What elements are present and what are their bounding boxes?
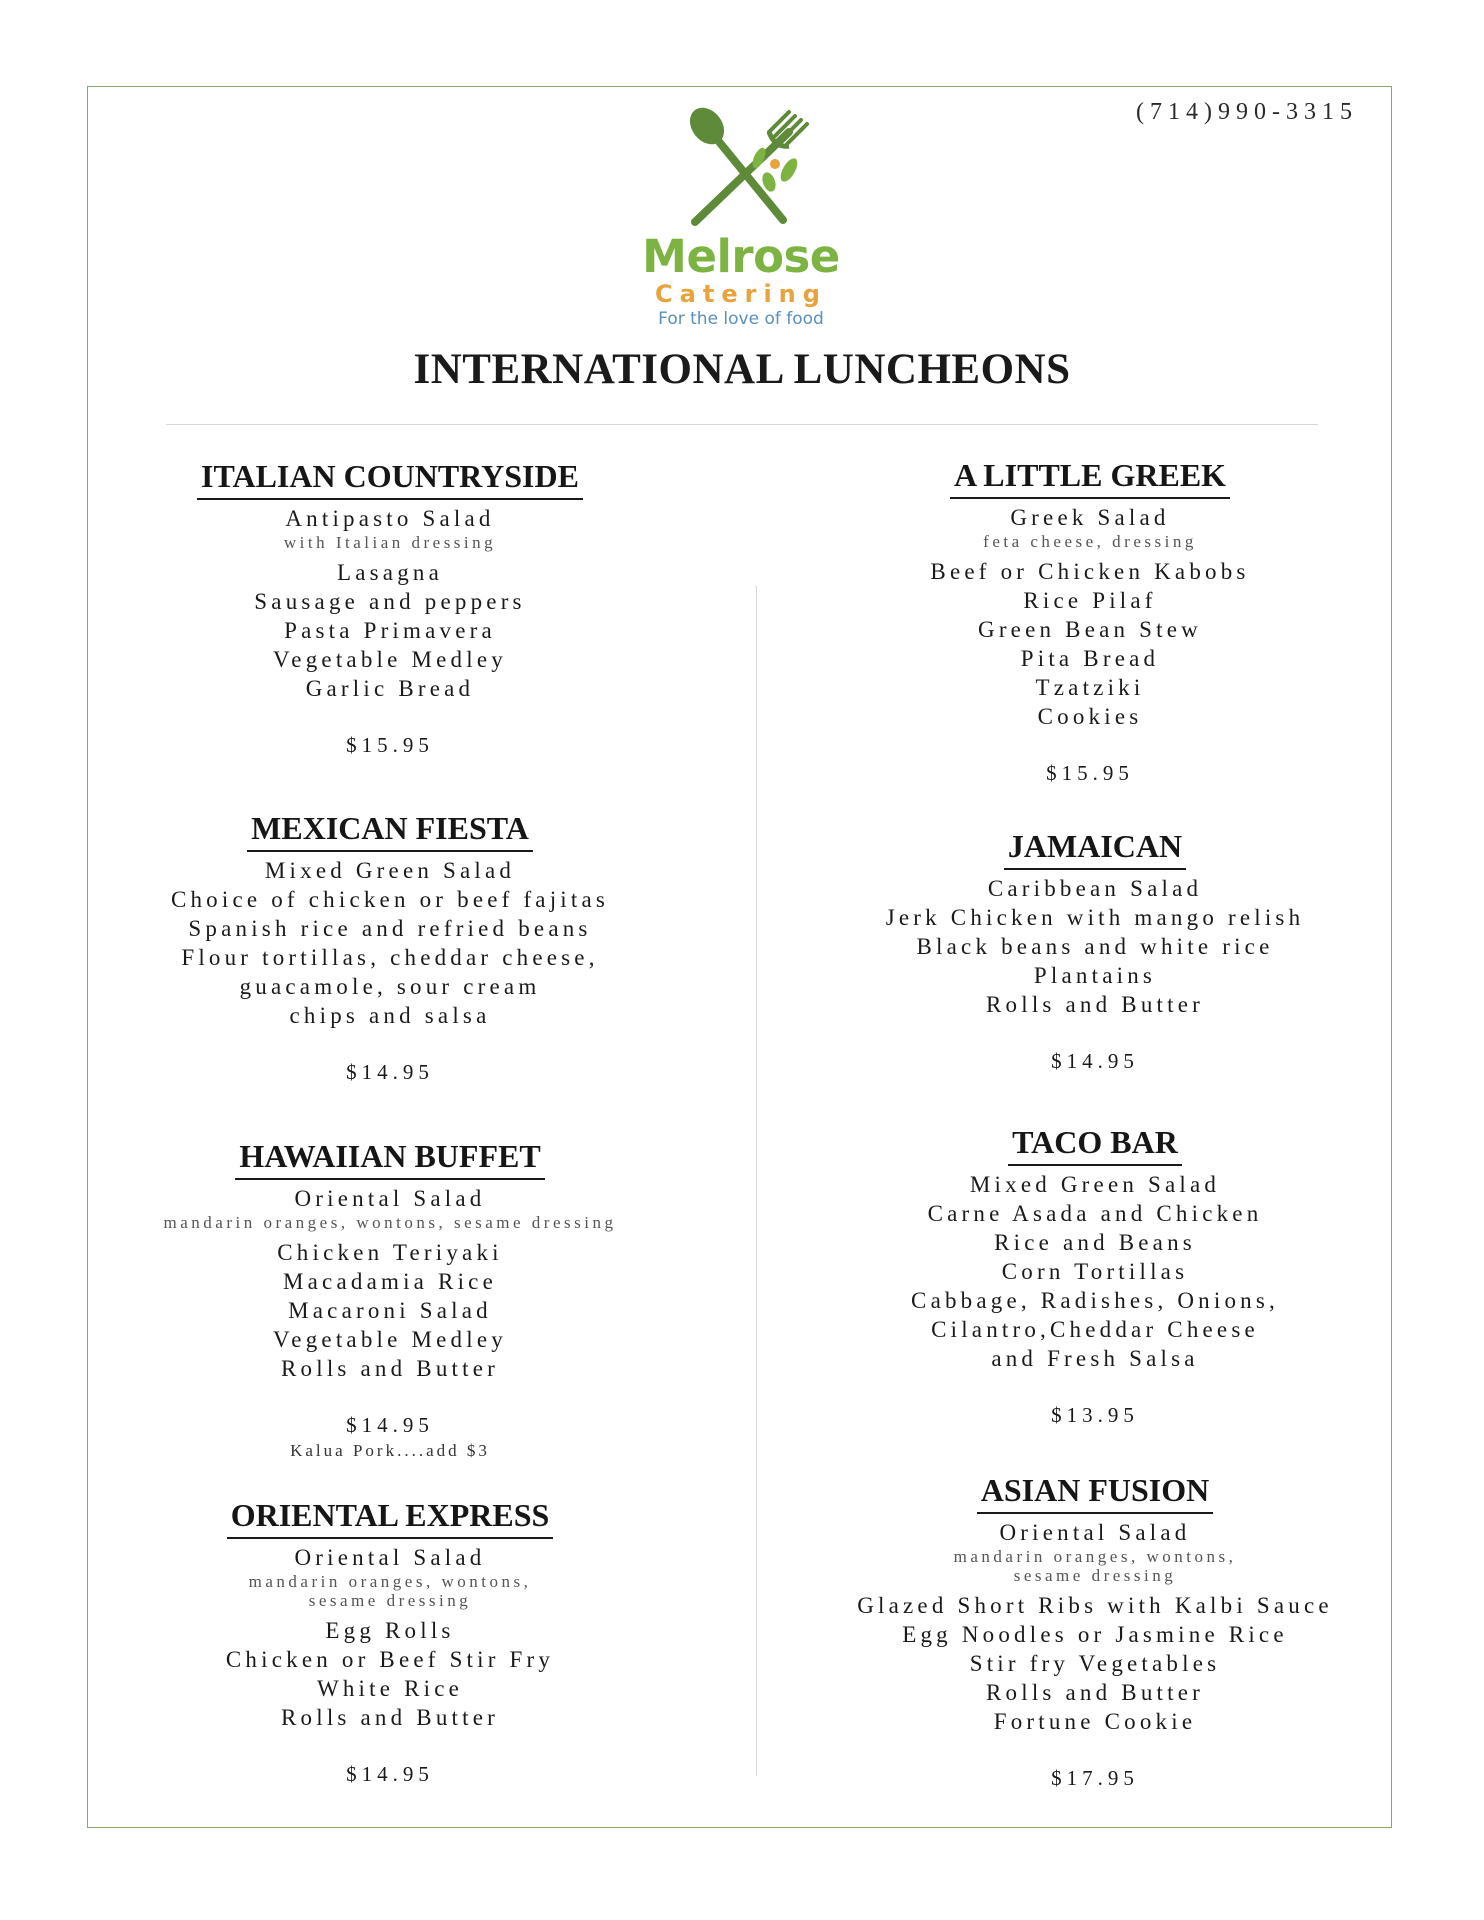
menu-item: Choice of chicken or beef fajitas <box>170 887 610 912</box>
section-title: MEXICAN FIESTA <box>247 809 533 852</box>
salad-note: sesame dressing <box>308 1591 472 1610</box>
section-taco-bar <box>830 1123 1360 1429</box>
column-divider <box>756 586 757 1776</box>
salad-name: Oriental Salad <box>294 1186 486 1211</box>
menu-item: Sausage and peppers <box>254 589 526 614</box>
salad-note: mandarin oranges, wontons, sesame dressing <box>163 1213 617 1232</box>
menu-item: Green Bean Stew <box>978 617 1202 642</box>
section-asian-fusion <box>825 1471 1365 1792</box>
salad-note: feta cheese, dressing <box>983 532 1197 551</box>
menu-item: Chicken or Beef Stir Fry <box>225 1647 555 1672</box>
salad-name: Antipasto Salad <box>285 506 495 531</box>
price: $14.95 <box>346 1413 434 1437</box>
section-title: HAWAIIAN BUFFET <box>235 1137 544 1180</box>
logo-name: Melrose <box>642 230 840 283</box>
section-title: JAMAICAN <box>1004 827 1186 870</box>
menu-item: Pita Bread <box>1020 646 1160 671</box>
menu-item: Cookies <box>1037 704 1143 729</box>
menu-item: Mixed Green Salad <box>264 858 516 883</box>
section-title: TACO BAR <box>1008 1123 1182 1166</box>
horizontal-divider <box>166 424 1318 425</box>
menu-item: and Fresh Salsa <box>991 1346 1199 1371</box>
menu-item: Rolls and Butter <box>281 1705 499 1730</box>
menu-item: Rolls and Butter <box>986 992 1204 1017</box>
menu-item: Pasta Primavera <box>284 618 496 643</box>
menu-item: Jerk Chicken with mango relish <box>885 905 1305 930</box>
salad-note: with Italian dressing <box>283 533 497 552</box>
price: $17.95 <box>1051 1766 1139 1790</box>
menu-item: Lasagna <box>336 560 444 585</box>
menu-item: Beef or Chicken Kabobs <box>930 559 1250 584</box>
addon-note: Kalua Pork....add $3 <box>290 1441 490 1460</box>
menu-item: Rice Pilaf <box>1023 588 1157 613</box>
menu-item: Macadamia Rice <box>283 1269 497 1294</box>
price: $15.95 <box>346 733 434 757</box>
page-title: INTERNATIONAL LUNCHEONS <box>413 346 1071 393</box>
menu-item: Glazed Short Ribs with Kalbi Sauce <box>857 1593 1333 1618</box>
menu-item: Cabbage, Radishes, Onions, <box>911 1288 1279 1313</box>
menu-item: Carne Asada and Chicken <box>927 1201 1263 1226</box>
menu-item: Rolls and Butter <box>281 1356 499 1381</box>
menu-item: Egg Noodles or Jasmine Rice <box>902 1622 1288 1647</box>
section-hawaiian-buffet <box>125 1137 655 1463</box>
menu-item: Flour tortillas, cheddar cheese, <box>181 945 599 970</box>
salad-note: mandarin oranges, wontons, <box>248 1572 532 1591</box>
salad-name: Oriental Salad <box>999 1520 1191 1545</box>
salad-note: sesame dressing <box>1013 1566 1177 1585</box>
logo-tagline: For the love of food <box>658 309 824 329</box>
menu-item: White Rice <box>316 1676 464 1701</box>
section-a-little-greek <box>830 456 1350 787</box>
section-jamaican <box>830 827 1360 1075</box>
menu-item: Tzatziki <box>1035 675 1145 700</box>
phone-number: (714)990-3315 <box>1136 99 1358 125</box>
menu-item: Egg Rolls <box>325 1618 455 1643</box>
section-mexican-fiesta <box>125 809 655 1086</box>
salad-note: mandarin oranges, wontons, <box>953 1547 1237 1566</box>
menu-item: Rolls and Butter <box>986 1680 1204 1705</box>
section-oriental-express <box>125 1496 655 1788</box>
section-title: ITALIAN COUNTRYSIDE <box>197 457 583 500</box>
menu-item: Caribbean Salad <box>987 876 1203 901</box>
menu-item: Spanish rice and refried beans <box>188 916 592 941</box>
menu-item: guacamole, sour cream <box>239 974 541 999</box>
price: $13.95 <box>1051 1403 1139 1427</box>
menu-item: Rice and Beans <box>994 1230 1196 1255</box>
salad-name: Greek Salad <box>1010 505 1170 530</box>
menu-item: Chicken Teriyaki <box>277 1240 503 1265</box>
menu-item: Plantains <box>1033 963 1157 988</box>
section-title: ORIENTAL EXPRESS <box>227 1496 554 1539</box>
price: $14.95 <box>1051 1049 1139 1073</box>
menu-item: Mixed Green Salad <box>969 1172 1221 1197</box>
price: $14.95 <box>346 1060 434 1084</box>
price: $15.95 <box>1046 761 1134 785</box>
menu-item: Vegetable Medley <box>273 1327 507 1352</box>
salad-name: Oriental Salad <box>294 1545 486 1570</box>
section-italian-countryside <box>130 457 650 759</box>
menu-item: Garlic Bread <box>305 676 475 701</box>
logo <box>636 102 846 330</box>
fork-spoon-icon <box>671 102 811 232</box>
logo-subtitle: Catering <box>655 280 827 308</box>
menu-item: Macaroni Salad <box>288 1298 492 1323</box>
section-title: ASIAN FUSION <box>977 1471 1213 1514</box>
menu-item: chips and salsa <box>289 1003 491 1028</box>
section-title: A LITTLE GREEK <box>950 456 1230 499</box>
menu-item: Stir fry Vegetables <box>969 1651 1221 1676</box>
menu-item: Cilantro,Cheddar Cheese <box>931 1317 1259 1342</box>
price: $14.95 <box>346 1762 434 1786</box>
menu-item: Vegetable Medley <box>273 647 507 672</box>
menu-item: Black beans and white rice <box>916 934 1274 959</box>
menu-item: Fortune Cookie <box>993 1709 1197 1734</box>
menu-item: Corn Tortillas <box>1001 1259 1189 1284</box>
